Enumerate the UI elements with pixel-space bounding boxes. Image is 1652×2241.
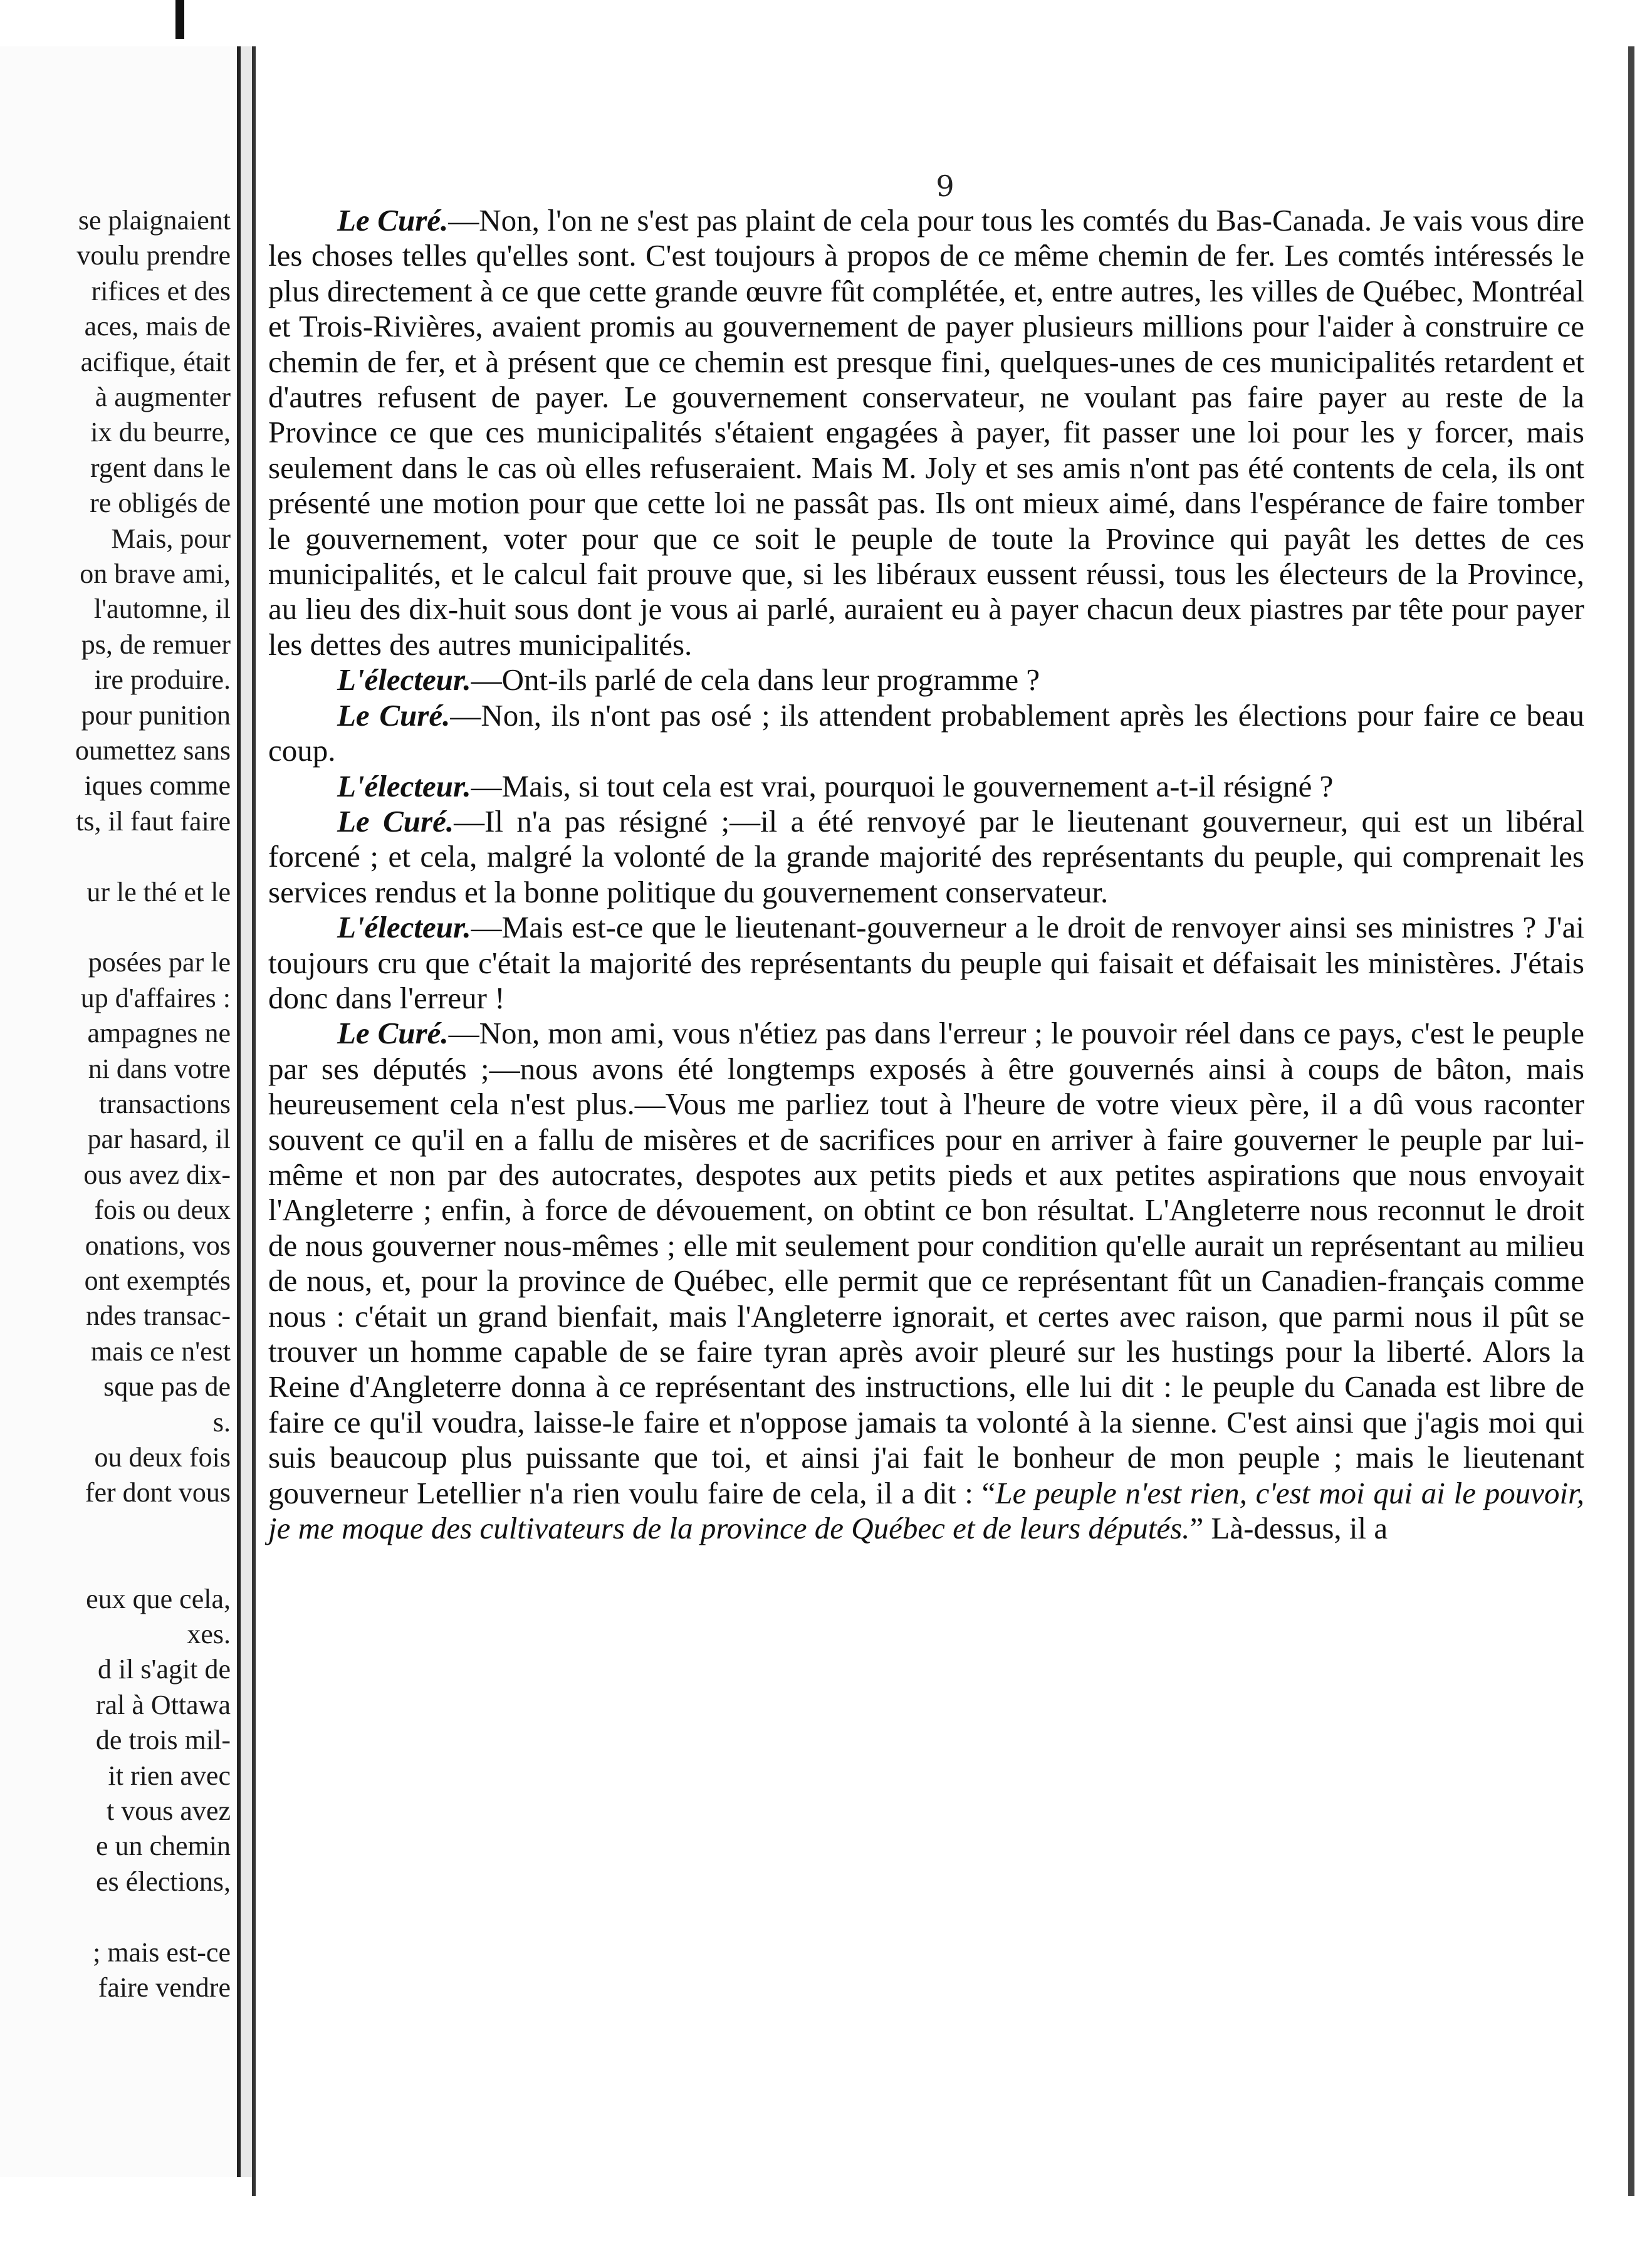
facing-page-line: ndes transac- xyxy=(86,1300,231,1332)
facing-page-line: iques comme xyxy=(84,770,231,802)
facing-page-line: it rien avec xyxy=(108,1760,231,1791)
facing-page-line: à augmenter xyxy=(95,382,231,412)
facing-page-line: xes. xyxy=(187,1619,231,1649)
facing-page-line: ps, de remuer xyxy=(81,629,231,660)
facing-page-line: voulu prendre xyxy=(76,240,231,271)
facing-page-line: t vous avez xyxy=(107,1795,231,1826)
facing-page-line: l'automne, il xyxy=(93,593,231,625)
paragraph-text: —Il n'a pas résigné ;—il a été renvoyé par le lieutenant gouverneur, qui est un libéral forcené ; et cela, malgré la volonté de la grande majorité des représentants du peuple, qui comprenait les services rendus et la bonne politique du gouvernement conservateur. xyxy=(268,803,1584,909)
facing-page-line: faire vendre xyxy=(98,1972,231,2003)
facing-page-line: aces, mais de xyxy=(84,311,231,342)
paragraph xyxy=(268,769,1584,804)
facing-page-line: ire produire. xyxy=(94,664,231,696)
paragraph-text-after: ” Là-dessus, il a xyxy=(1189,1511,1388,1546)
facing-page-line: on brave ami, xyxy=(80,558,231,589)
paragraph-text: —Non, ils n'ont pas osé ; ils attendent probablement après les élections pour faire ce beau coup. xyxy=(268,697,1584,768)
paragraph xyxy=(268,698,1584,769)
facing-page-line: ampagnes ne xyxy=(87,1018,231,1049)
facing-page-line: ou deux fois xyxy=(94,1442,231,1473)
scan-registration-mark xyxy=(175,0,184,39)
speaker-label: L'électeur. xyxy=(337,910,471,945)
paragraph-text: —Mais est-ce que le lieutenant-gouverneur a le droit de renvoyer ainsi ses ministres ? J'ai toujours cru que c'était la majorité des représentants du peuple qui faisait et défaisait les ministères. J'étais donc dans l'erreur ! xyxy=(268,910,1584,1015)
paragraph-text: —Non, mon ami, vous n'étiez pas dans l'erreur ; le pouvoir réel dans ce pays, c'est le peuple par ses députés ;—nous avons été longtemps exposés à être gouvernés ainsi à coups de bâton, mais heureusement cela n'est plus.—Vous me parliez tout à l'heure de votre vieux père, il a dû vous raconter souvent ce qu'il en a fallu de misères et de sacrifices pour en arriver à faire gouverner le peuple par lui-même et non par des autocrates, despotes aux petits pieds et aux petites aspirations que nous envoyait l'Angleterre ; enfin, à force de dévouement, on obtint ce bon résultat. L'Angleterre nous reconnut le droit de nous gouverner nous-mêmes ; elle mit seulement pour condition qu'elle aurait un représentant au milieu de nous, et, pour la province de Québec, elle permit que ce représentant fût un Canadien-français comme nous : c'était un grand bienfait, mais l'Angleterre ignorait, et certes avec raison, que parmi nous il pût se trouver un homme capable de se faire tyran après avoir pleuré sur les hustings pour la liberté. Alors la Reine d'Angleterre donna à ce représentant des instructions, elle lui dit : le peuple du Canada est libre de faire ce qu'il voudra, laisse-le faire et n'oppose jamais ta volonté à la sienne. C'est ainsi que j'agis moi qui suis beaucoup plus puissante que toi, et ainsi j'ai fait le bonheur de mon peuple ; mais le lieutenant gouverneur Letellier n'a rien voulu faire de cela, il a dit : “ xyxy=(268,1016,1585,1510)
facing-page-line: s. xyxy=(212,1406,231,1438)
facing-page-line: rifices et des xyxy=(91,275,231,306)
facing-page-line: e un chemin xyxy=(95,1831,231,1862)
paragraph xyxy=(268,662,1584,697)
facing-page-line: par hasard, il xyxy=(87,1124,231,1155)
page-number: 9 xyxy=(936,169,954,203)
facing-page-line: de trois mil- xyxy=(95,1725,231,1756)
facing-page-line: d il s'agit de xyxy=(97,1654,231,1685)
facing-page-line: ; mais est-ce xyxy=(93,1936,231,1968)
facing-page-line: onations, vos xyxy=(85,1230,231,1261)
facing-page-line: rgent dans le xyxy=(90,452,231,483)
book-page xyxy=(252,46,1631,2196)
facing-page-line: up d'affaires : xyxy=(80,982,231,1013)
paragraph xyxy=(268,804,1584,910)
facing-page-line: ur le thé et le xyxy=(86,876,231,907)
paragraph xyxy=(268,910,1584,1016)
book-gutter xyxy=(241,46,252,2177)
facing-page-line: se plaignaient xyxy=(78,205,231,236)
speaker-label: L'électeur. xyxy=(337,768,471,803)
paragraph-text: —Non, l'on ne s'est pas plaint de cela pour tous les comtés du Bas-Canada. Je vais vous dire les choses telles qu'elles sont. C'est toujours à propos de ce même chemin de fer. Les comtés intéressés le plus directement à ce que cette grande œuvre fût complétée, et, entre autres, les villes de Québec, Montréal et Trois-Rivières, avaient promis au gouvernement de payer plusieurs millions pour l'aider à construire ce chemin de fer, et à présent que ce chemin est presque fini, quelques-unes de ces municipalités retardent et d'autres refusent de payer. Le gouvernement conservateur, ne voulant pas faire payer au reste de la Province ce que ces municipalités s'étaient engagées à payer, fit passer une loi pour les y forcer, mais seulement dans le cas où elles refuseraient. Mais M. Joly et ses amis n'ont pas été contents de cela, ils ont présenté une motion pour que cette loi ne passât pas. Ils ont mieux aimé, dans l'espérance de faire tomber le gouvernement, voter pour que ce soit le peuple de toute la Province qui payât les dettes de ces municipalités, et le calcul fait prouve que, si les libéraux eussent réussi, tous les électeurs de la Province, au lieu des dix-huit sous dont je vous ai parlé, auraient eu à payer chacun deux piastres par tête pour payer les dettes des autres municipalités. xyxy=(268,203,1584,662)
page-body xyxy=(268,203,1584,1546)
facing-page-line: ts, il faut faire xyxy=(76,805,231,837)
paragraph-text: —Ont-ils parlé de cela dans leur programme ? xyxy=(471,662,1040,697)
facing-page-line: acifique, était xyxy=(80,346,231,377)
facing-page-line: Mais, pour xyxy=(111,523,231,554)
facing-page-line: pour punition xyxy=(81,699,231,731)
facing-page-line: ix du beurre, xyxy=(90,417,231,448)
facing-page-line: ral à Ottawa xyxy=(96,1689,231,1720)
paragraph-text: —Mais, si tout cela est vrai, pourquoi le gouvernement a-t-il résigné ? xyxy=(471,768,1334,803)
facing-page-line: oumettez sans xyxy=(75,735,231,766)
speaker-label: Le Curé. xyxy=(337,803,454,838)
facing-page-line: transactions xyxy=(98,1089,231,1119)
speaker-label: Le Curé. xyxy=(337,1016,449,1051)
page-edge-shadow xyxy=(1628,46,1634,2196)
facing-page-line: re obligés de xyxy=(90,488,231,519)
paragraph xyxy=(268,1016,1584,1546)
facing-page-line: fois ou deux xyxy=(94,1194,231,1226)
facing-page-line: posées par le xyxy=(88,947,231,978)
facing-page-line: ont exemptés xyxy=(84,1265,231,1296)
quoted-speech: Le peuple n'est rien, c'est moi qui ai le pouvoir, je me moque des cultivateurs de la province de Québec et de leurs députés. xyxy=(268,1475,1585,1546)
paragraph xyxy=(268,203,1584,662)
facing-page-line: ous avez dix- xyxy=(83,1159,231,1190)
speaker-label: Le Curé. xyxy=(337,203,449,238)
facing-page-line: es élections, xyxy=(95,1866,231,1897)
scan-top-margin xyxy=(0,0,1652,25)
speaker-label: Le Curé. xyxy=(337,697,451,733)
facing-page-line: eux que cela, xyxy=(86,1583,231,1614)
facing-page-line: fer dont vous xyxy=(85,1477,231,1508)
facing-page-fragment xyxy=(0,46,241,2177)
facing-page-line: ni dans votre xyxy=(88,1053,231,1084)
speaker-label: L'électeur. xyxy=(337,662,471,697)
facing-page-line: sque pas de xyxy=(103,1371,231,1403)
facing-page-line: mais ce n'est xyxy=(91,1335,231,1367)
